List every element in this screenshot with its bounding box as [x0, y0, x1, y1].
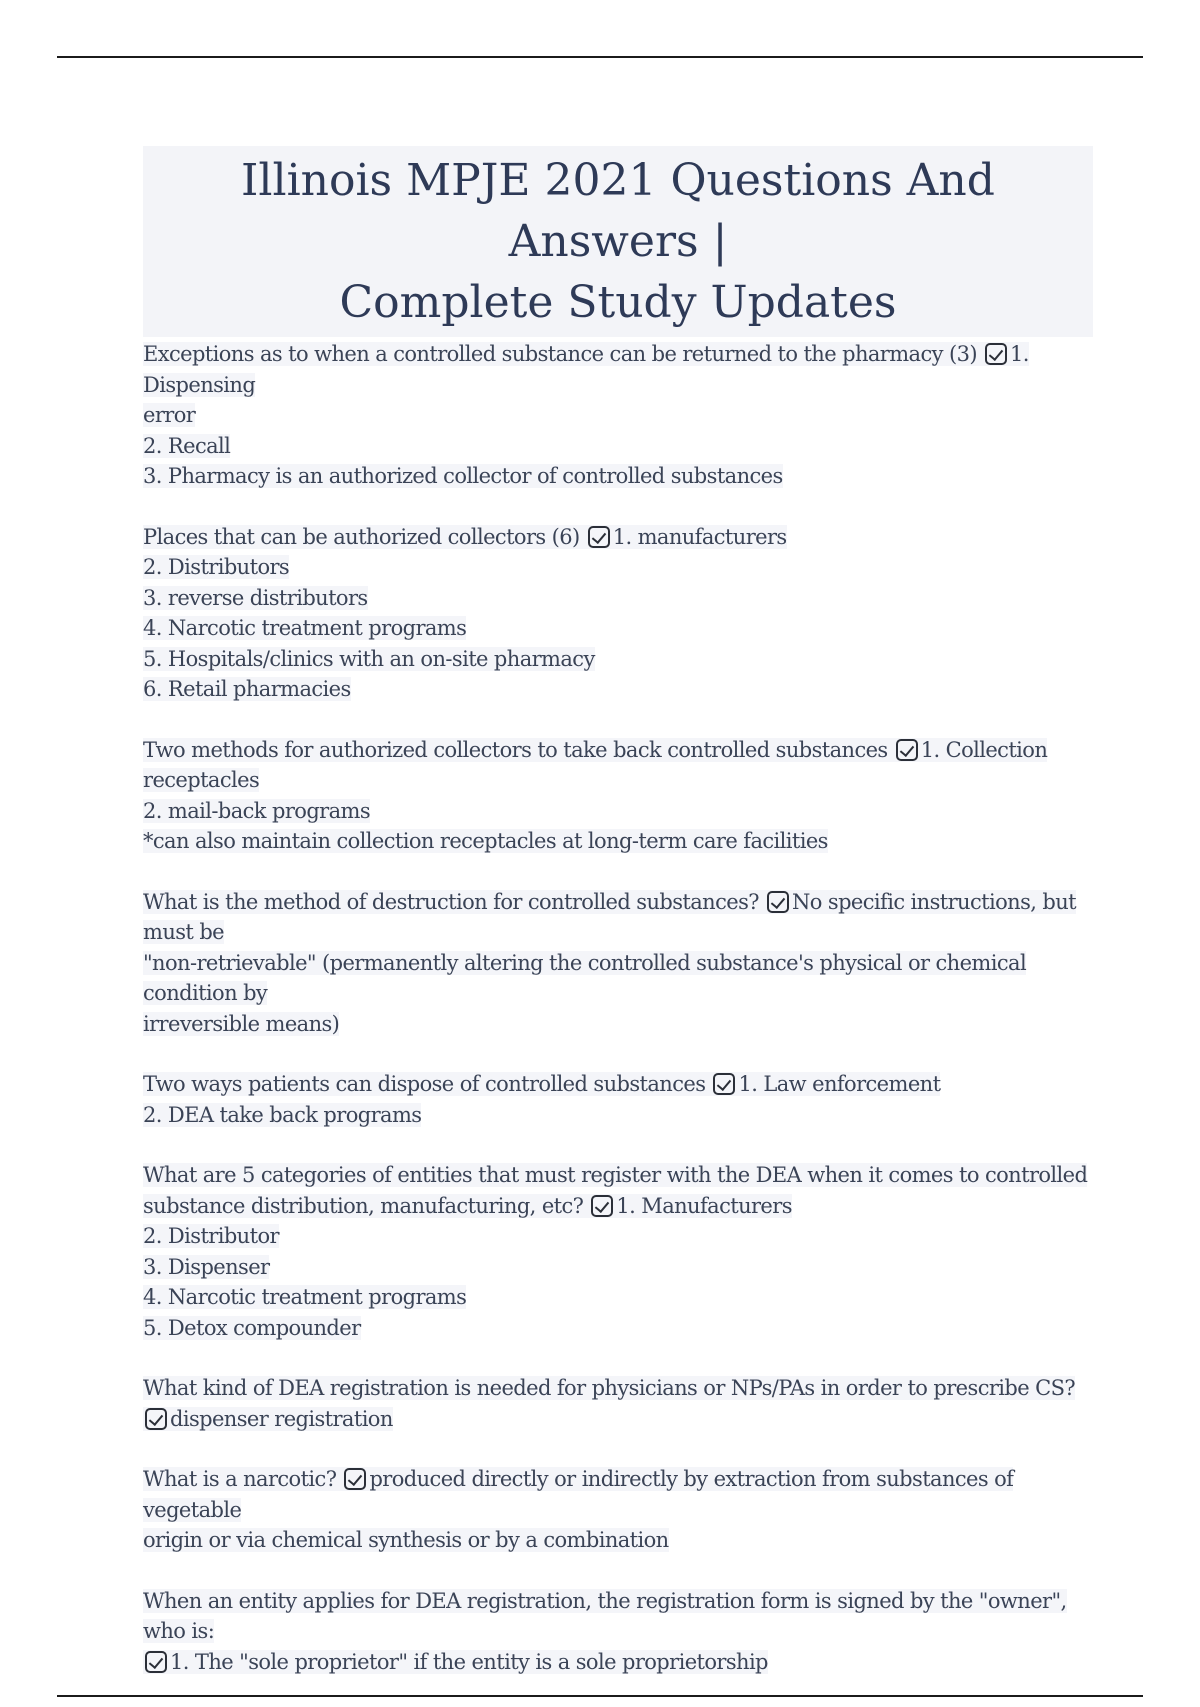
question-text: Two ways patients can dispose of controlled substances [143, 1072, 706, 1096]
document-title [143, 146, 1093, 337]
answer-line: 4. Narcotic treatment programs [143, 1285, 467, 1309]
answer-text: 1. Dispensing [143, 342, 1029, 397]
answer-line: 2. Distributor [143, 1224, 279, 1248]
answer-line: 2. Distributors [143, 555, 290, 579]
qa-item [143, 1464, 1093, 1556]
answer-line: 5. Hospitals/clinics with an on-site pharmacy [143, 646, 595, 671]
question-text: When an entity applies for DEA registration, the registration form is signed by the "owner", who is: [143, 1588, 1067, 1643]
answer-line: 5. Detox compounder [143, 1315, 361, 1340]
checkbox-checked-icon [985, 343, 1007, 365]
checkbox-checked-icon [145, 1651, 167, 1673]
footer-rule [57, 1695, 1143, 1697]
answer-line: error [143, 403, 196, 427]
qa-item [143, 1069, 1093, 1130]
question-text: substance distribution, manufacturing, etc? [143, 1193, 584, 1218]
question-text: What is the method of destruction for controlled substances? [143, 889, 759, 914]
answer-line: 2. Recall [143, 433, 231, 458]
answer-text: 1. The "sole proprietor" if the entity is a sole proprietorship [170, 1649, 768, 1674]
checkbox-checked-icon [591, 1195, 613, 1217]
checkbox-checked-icon [344, 1468, 366, 1490]
checkbox-checked-icon [767, 891, 789, 913]
qa-item [143, 522, 1093, 705]
title-line-1: Illinois MPJE 2021 Questions And Answers | [241, 155, 995, 267]
header-rule [57, 56, 1143, 58]
answer-text: 1. manufacturers [612, 524, 787, 549]
qa-item [143, 1160, 1093, 1343]
document-body [143, 146, 1093, 1707]
answer-text: 1. Collection receptacles [143, 737, 1048, 792]
checkbox-checked-icon [145, 1408, 167, 1430]
checkbox-checked-icon [588, 526, 610, 548]
answer-line: 2. DEA take back programs [143, 1102, 422, 1127]
answer-line: 3. Dispenser [143, 1254, 270, 1279]
qa-item [143, 1373, 1093, 1434]
question-text: Places that can be authorized collectors (6) [143, 524, 580, 549]
answer-text: No specific instructions, but must be [143, 889, 1076, 944]
answer-line: "non-retrievable" (permanently altering the controlled substance's physical or chemical condition by [143, 950, 1027, 1005]
question-text: What is a narcotic? [143, 1467, 337, 1491]
answer-line: origin or via chemical synthesis or by a combination [143, 1528, 669, 1552]
checkbox-checked-icon [713, 1073, 735, 1095]
qa-item [143, 735, 1093, 857]
answer-text: dispenser registration [170, 1406, 393, 1431]
title-line-2: Complete Study Updates [339, 277, 897, 328]
qa-item [143, 339, 1093, 492]
answer-line: 3. reverse distributors [143, 585, 368, 610]
answer-line: 3. Pharmacy is an authorized collector of controlled substances [143, 464, 783, 488]
answer-line: irreversible means) [143, 1011, 340, 1036]
answer-line: 2. mail-back programs [143, 798, 371, 823]
answer-text: 1. Manufacturers [616, 1193, 792, 1218]
answer-line: *can also maintain collection receptacles at long-term care facilities [143, 829, 828, 853]
answer-line: 4. Narcotic treatment programs [143, 616, 467, 640]
question-text: What kind of DEA registration is needed for physicians or NPs/PAs in order to prescribe CS? [143, 1376, 1076, 1400]
answer-text: 1. Law enforcement [738, 1072, 941, 1096]
question-text: Exceptions as to when a controlled substance can be returned to the pharmacy (3) [143, 342, 977, 366]
question-text: Two methods for authorized collectors to take back controlled substances [143, 737, 888, 762]
answer-line: 6. Retail pharmacies [143, 677, 351, 701]
qa-item [143, 1586, 1093, 1678]
qa-item [143, 887, 1093, 1040]
question-text: What are 5 categories of entities that must register with the DEA when it comes to controlled [143, 1163, 1088, 1187]
checkbox-checked-icon [896, 739, 918, 761]
answer-text: produced directly or indirectly by extraction from substances of vegetable [143, 1467, 1014, 1522]
